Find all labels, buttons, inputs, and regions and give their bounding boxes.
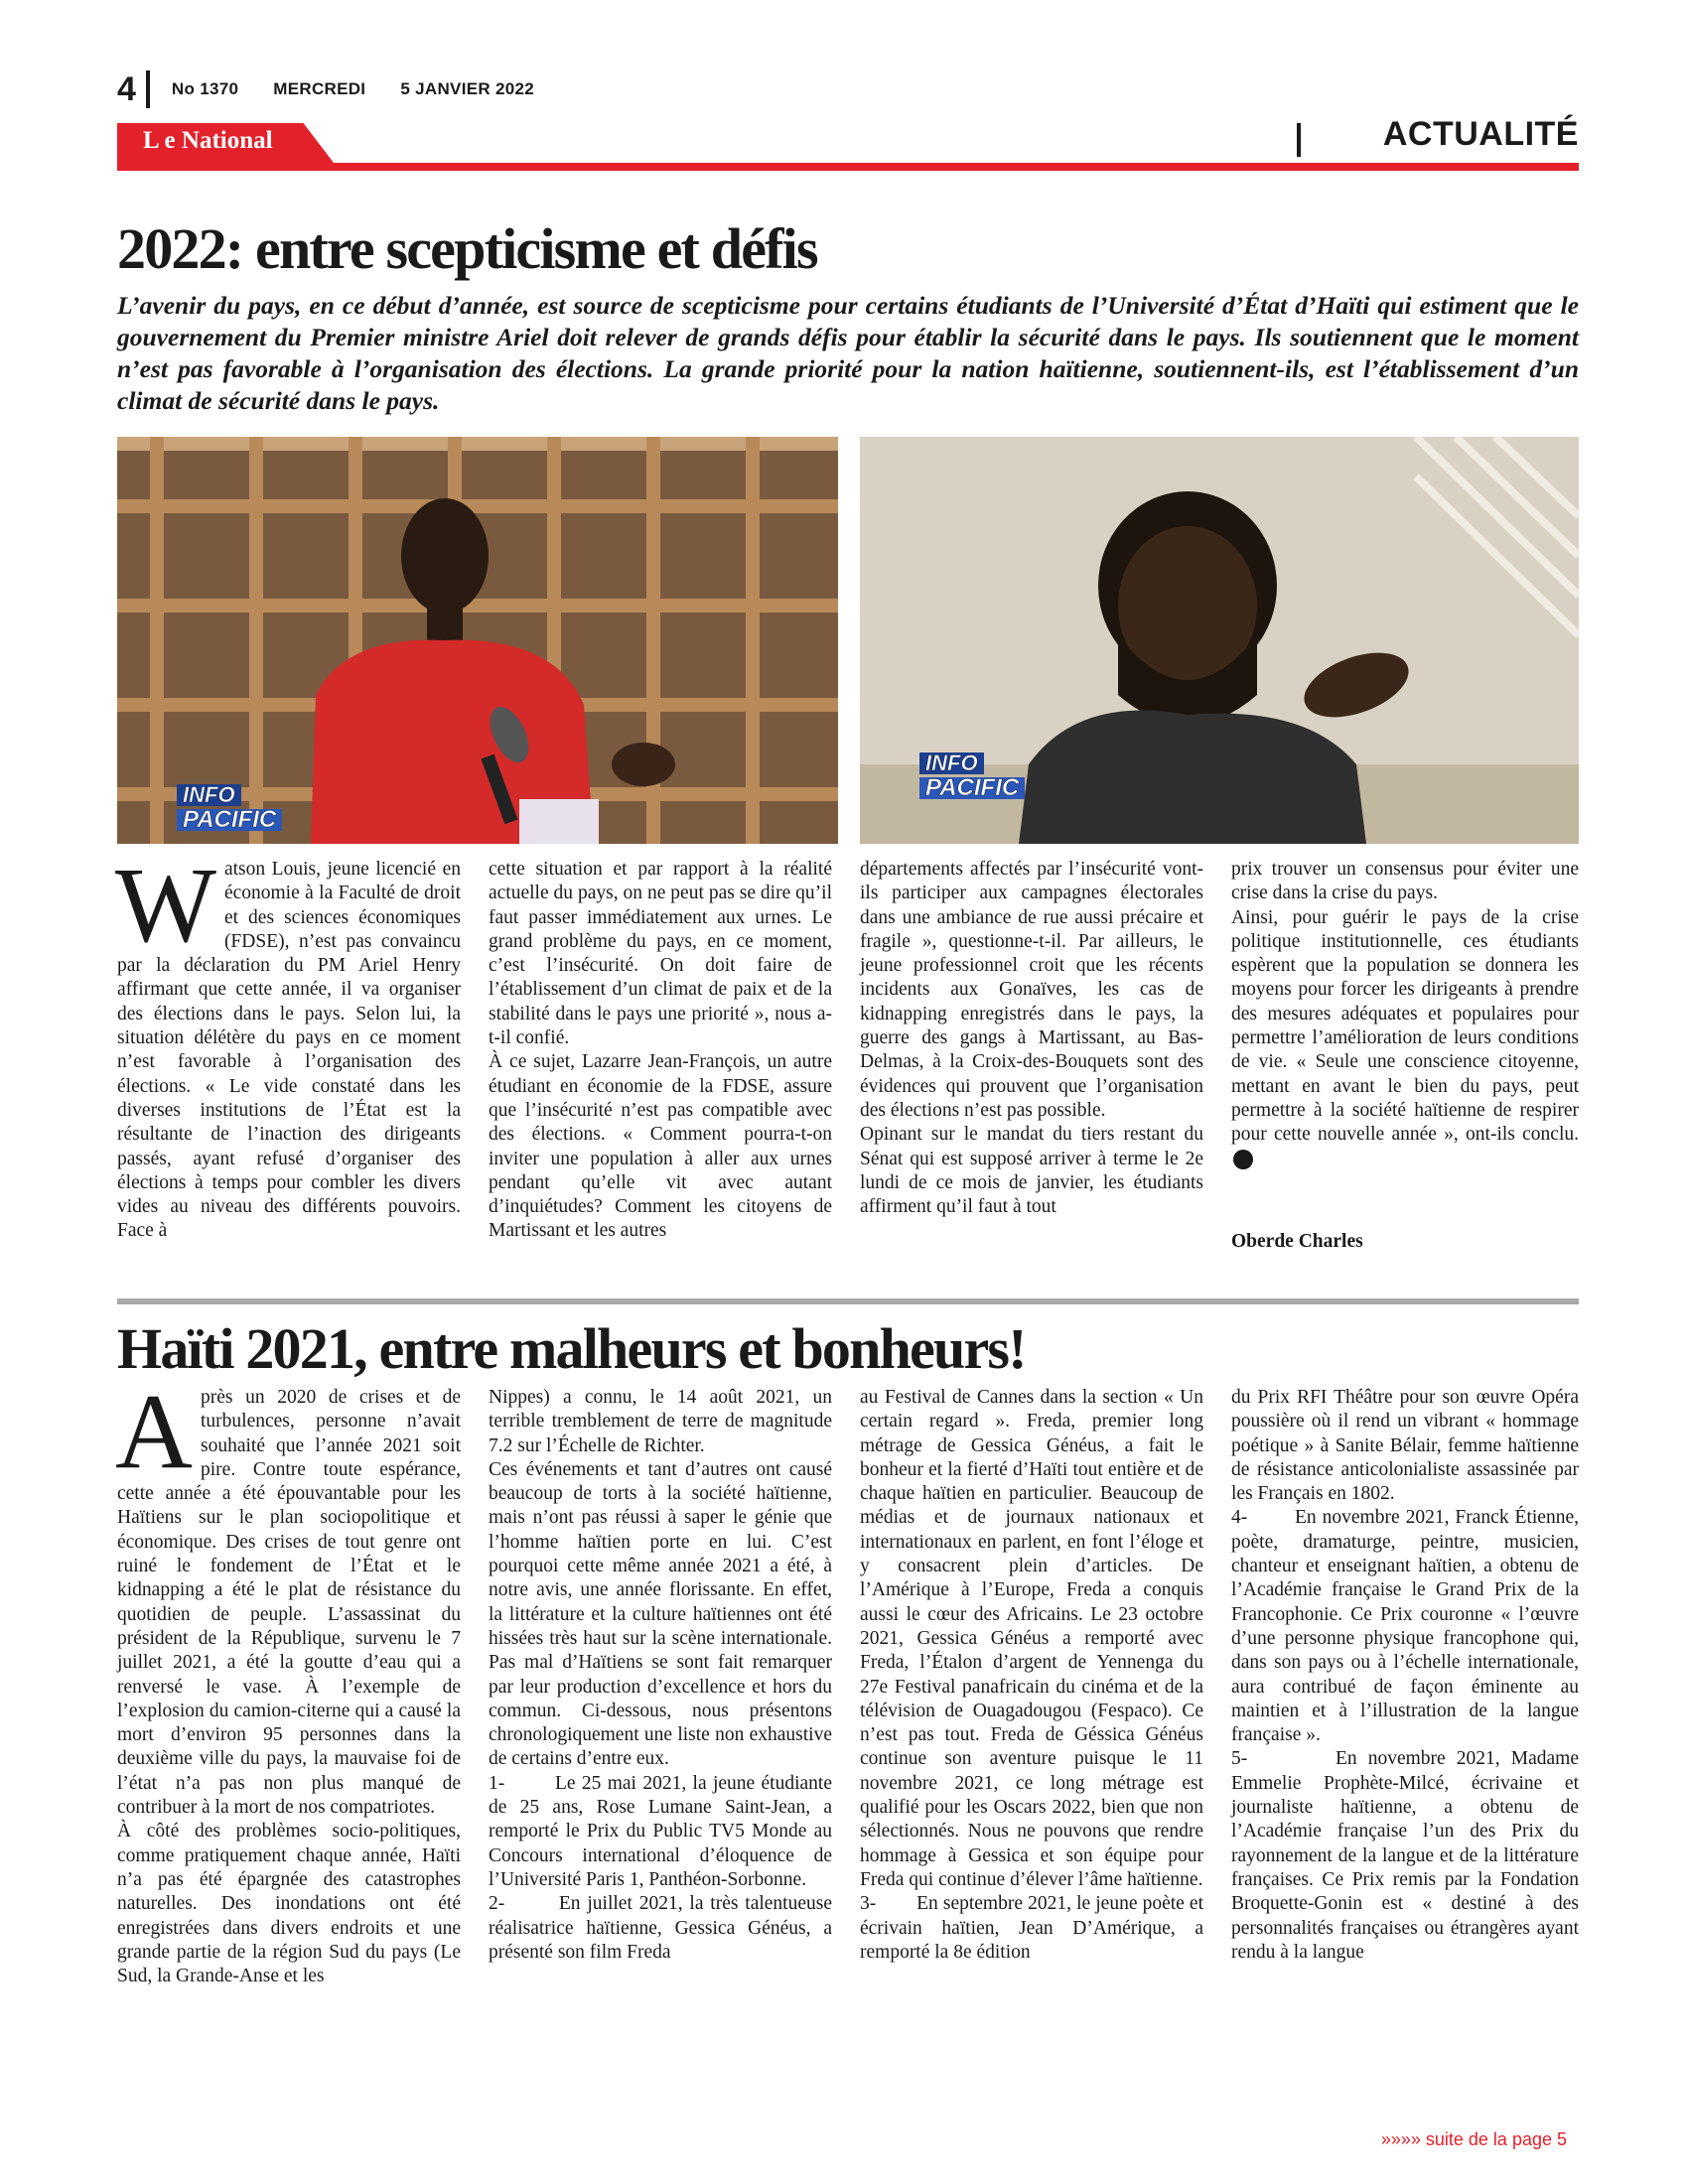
page-number-divider xyxy=(146,70,150,108)
article1-column-4 xyxy=(1231,858,1579,1171)
article2-col2-p3: 1- Le 25 mai 2021, la jeune étudiante de 25 ans, Rose Lumane Saint-Jean, a remporté le Prix du Public TV5 Monde au Concours international d’éloquence de l’Université Paris 1, Panthéon-Sorbonne. xyxy=(489,1772,837,1890)
info-pacific-logo xyxy=(919,752,1025,802)
article1-byline: Oberde Charles xyxy=(1231,1231,1363,1252)
section-label: ACTUALITÉ xyxy=(1382,115,1579,153)
article1-column-2 xyxy=(489,858,832,1244)
article1-title: 2022: entre scepticisme et défis xyxy=(117,216,817,281)
article2-col2-p2: Ces événements et tant d’autres ont causé beaucoup de torts à la société haïtienne, mais n’ont pas réussi à saper le génie que l’homme haïtien porte en lui. C’est pourquoi cette même année 2021 a été, à notre avis, une année florissante. En effet, la littérature et la culture haïtiennes ont été hissées très haut sur la scène internationale. Pas mal d’Haïtiens se sont fait remarquer par leur production d’excellence et hors du commun. Ci-dessous, nous présentons chronologiquement une liste non exhaustive de certains d’entre eux. xyxy=(489,1458,832,1770)
page-number: 4 xyxy=(117,69,136,108)
article2-col4-p3: 5- En novembre 2021, Madame Emmelie Prophète-Milcé, écrivaine et journaliste haïtienne, a obtenu de l’Académie française l’un des Prix du rayonnement de la langue et de la littérature françaises. Ce Prix remis par la Fondation Broquette-Gonin est « destiné à des personnalités françaises ou étrangères ayant rendu à la langue xyxy=(1231,1748,1584,1963)
end-of-article-mark xyxy=(1233,1150,1253,1169)
continued-on-page-link[interactable]: »»»» suite de la page 5 xyxy=(1380,2129,1567,2149)
article1-col2-p1: cette situation et par rapport à la réalité actuelle du pays, on ne peut pas se dire qu’il faut passer immédiatement aux urnes. Le grand problème du pays, en ce moment, c’est l’insécurité. On doit faire de l’établissement d’un climat de paix et de la stabilité dans le pays une priorité », nous a-t-il confié. xyxy=(489,859,832,1049)
article2-col4-p1: du Prix RFI Théâtre pour son œuvre Opéra poussière où il rend un vibrant « hommage poétique » à Sanite Bélair, femme haïtienne de résistance anticolonialiste assassinée par les Français en 1802. xyxy=(1231,1387,1579,1505)
issue-meta xyxy=(172,79,564,99)
header-rule xyxy=(117,163,1579,171)
article1-col4-p2: Ainsi, pour guérir le pays de la crise politique institutionnelle, ces étudiants espèrent que la population se donnera les moyens pour forcer les dirigeants à prendre des mesures adéquates et populaires pour permettre l’amélioration de leurs conditions de vie. « Seule une conscience citoyenne, mettant en avant le bien du pays, peut permettre à la société haïtienne de respirer pour cette nouvelle année », ont-ils conclu. xyxy=(1231,906,1579,1146)
issue-number: No 1370 xyxy=(171,79,239,98)
article2-title: Haïti 2021, entre malheurs et bonheurs! xyxy=(117,1316,1026,1381)
article2-col1-p2: À côté des problèmes socio-politiques, comme pratiquement chaque année, Haïti n’a pas été épargnée des catastrophes naturelles. Des inondations ont été enregistrées dans divers endroits et une grande partie de la région Sud du pays (Le Sud, la Grande-Anse et les xyxy=(117,1821,461,1987)
article2-col2-p4: 2- En juillet 2021, la très talentueuse réalisatrice haïtienne, Gessica Généus, a présenté son film Freda xyxy=(489,1893,837,1963)
article1-col3-p1: départements affectés par l’insécurité vont-ils participer aux campagnes électorales dans une ambiance de rue aussi précaire et fragile », questionne-t-il. Par ailleurs, le jeune professionnel croit que les récents incidents aux Gonaïves, les cas de kidnapping enregistrés dans le pays, la guerre des gangs à Martissant, au Bas-Delmas, à la Croix-des-Bouquets sont des évidences qui prouvent que l’organisation des élections n’est pas possible. xyxy=(860,859,1203,1121)
article2-column-1 xyxy=(115,1373,461,1988)
article2-column-2 xyxy=(489,1386,837,1965)
issue-date: 5 JANVIER 2022 xyxy=(400,79,534,98)
brand-name: L e National xyxy=(143,127,273,154)
article2-col1-p1: près un 2020 de crises et de turbulences, personne n’avait souhaité que l’année 2021 soit pire. Contre toute espérance, cette année a été épouvantable pour les Haïtiens sur le plan sociopolitique et économique. Des crises de tout genre ont ruiné le fondement de l’État et le kidnapping a été le plat de résistance du quotidien de peuple. L’assassinat du président de la République, survenu le 7 juillet 2021, a été la goutte d’eau qui a renversé le vase. À l’exemple de l’explosion du camion-citerne qui a causé la mort d’environ 95 personnes dans la deuxième ville du pays, la mauvaise foi de l’état n’a pas non plus manqué de contribuer à la mort de nos compatriotes. xyxy=(117,1387,461,1819)
article2-column-4 xyxy=(1231,1386,1584,1965)
info-pacific-logo-line: INFO xyxy=(177,784,241,806)
article1-col2-p2: À ce sujet, Lazarre Jean-François, un autre étudiant en économie de la FDSE, assure que l’insécurité n’est pas compatible avec des élections. « Comment pourra-t-on inviter une population à aller aux urnes pendant qu’elle vit avec autant d’inquiétudes? Comment les citoyens de Martissant et les autres xyxy=(489,1051,832,1242)
section-divider xyxy=(1297,123,1301,157)
info-pacific-logo-line: PACIFIC xyxy=(177,809,282,831)
masthead xyxy=(117,69,564,109)
article2-col4-p2: 4- En novembre 2021, Franck Étienne, poète, dramaturge, peintre, musicien, chanteur et enseignant haïtien, a obtenu de l’Académie française le Grand Prix de la Francophonie. Ce Prix couronne « l’œuvre d’une personne physique francophone qui, dans son pays ou à l’échelle internationale, aura contribué de façon éminente au maintien et à l’illustration de la langue française ». xyxy=(1231,1507,1584,1746)
article2-dropcap: A xyxy=(115,1373,193,1491)
info-pacific-logo-line: PACIFIC xyxy=(919,777,1025,799)
article2-col3-p1: au Festival de Cannes dans la section « Un certain regard ». Freda, premier long métrage de Gessica Généus, a fait le bonheur et la fierté d’Haïti tout entière et de chaque haïtien en particulier. Beaucoup de médias et de journaux nationaux et internationaux en parlent, en font l’éloge et y consacrent plein d’articles. De l’Amérique à l’Europe, Freda a conquis aussi le cœur des Africains. Le 23 octobre 2021, Gessica Généus a remporté avec Freda, l’Étalon d’argent de Yennenga du 27e Festival panafricain du cinéma et de la télévision de Ouagadougou (Fespaco). Ce n’est pas tout. Freda de Géssica Généus continue son aventure puisque le 11 novembre 2021, ce long métrage est qualifié pour les Oscars 2022, bien que non sélectionnés. Nous ne pouvons que rendre hommage à Gessica et son équipe pour Freda qui continue d’élever l’âme haïtienne. xyxy=(860,1387,1203,1890)
article1-photo-2 xyxy=(860,437,1579,844)
article1-dropcap: W xyxy=(115,847,216,965)
issue-weekday: MERCREDI xyxy=(273,79,366,98)
article2-col2-p1: Nippes) a connu, le 14 août 2021, un terrible tremblement de terre de magnitude 7.2 sur l’Échelle de Richter. xyxy=(489,1387,832,1456)
article1-lede: L’avenir du pays, en ce début d’année, est source de scepticisme pour certains étudiants de l’Université d’État d’Haïti qui estiment que le gouvernement du Premier ministre Ariel doit relever de grands défis pour établir la sécurité dans le pays. Ils soutiennent que le moment n’est pas favorable à l’organisation des élections. La grande priorité pour la nation haïtienne, soutiennent-ils, est l’établissement d’un climat de sécurité dans le pays. xyxy=(117,291,1579,415)
article1-photo-1 xyxy=(117,437,838,844)
article1-col1-text: atson Louis, jeune licencié en économie à la Faculté de droit et des sciences économiques (FDSE), n’est pas convaincu par la déclaration du PM Ariel Henry affirmant que cette année, il va organiser des élections dans le pays. Selon lui, la situation délétère du pays en ce moment n’est favorable à l’organisation des élections. « Le vide constaté dans les diverses institutions de l’État est la résultante de l’inaction des dirigeants passés, ayant refusé d’organiser des élections à temps pour combler les divers vides au niveau des différents pouvoirs. Face à xyxy=(117,859,461,1242)
article1-column-3 xyxy=(860,858,1203,1219)
article1-col4-p1: prix trouver un consensus pour éviter une crise dans la crise du pays. xyxy=(1231,859,1579,904)
info-pacific-logo-line: INFO xyxy=(919,752,984,774)
article2-column-3 xyxy=(860,1386,1208,1965)
info-pacific-logo xyxy=(177,784,282,834)
article2-col3-p2: 3- En septembre 2021, le jeune poète et écrivain haïtien, Jean D’Amérique, a remporté la 8e édition xyxy=(860,1893,1208,1963)
article1-col3-p2: Opinant sur le mandat du tiers restant du Sénat qui est supposé arriver à terme le 2e lundi de ce mois de janvier, les étudiants affirment qu’il faut à tout xyxy=(860,1124,1203,1218)
article-separator xyxy=(117,1298,1579,1304)
article1-column-1 xyxy=(115,847,461,1244)
